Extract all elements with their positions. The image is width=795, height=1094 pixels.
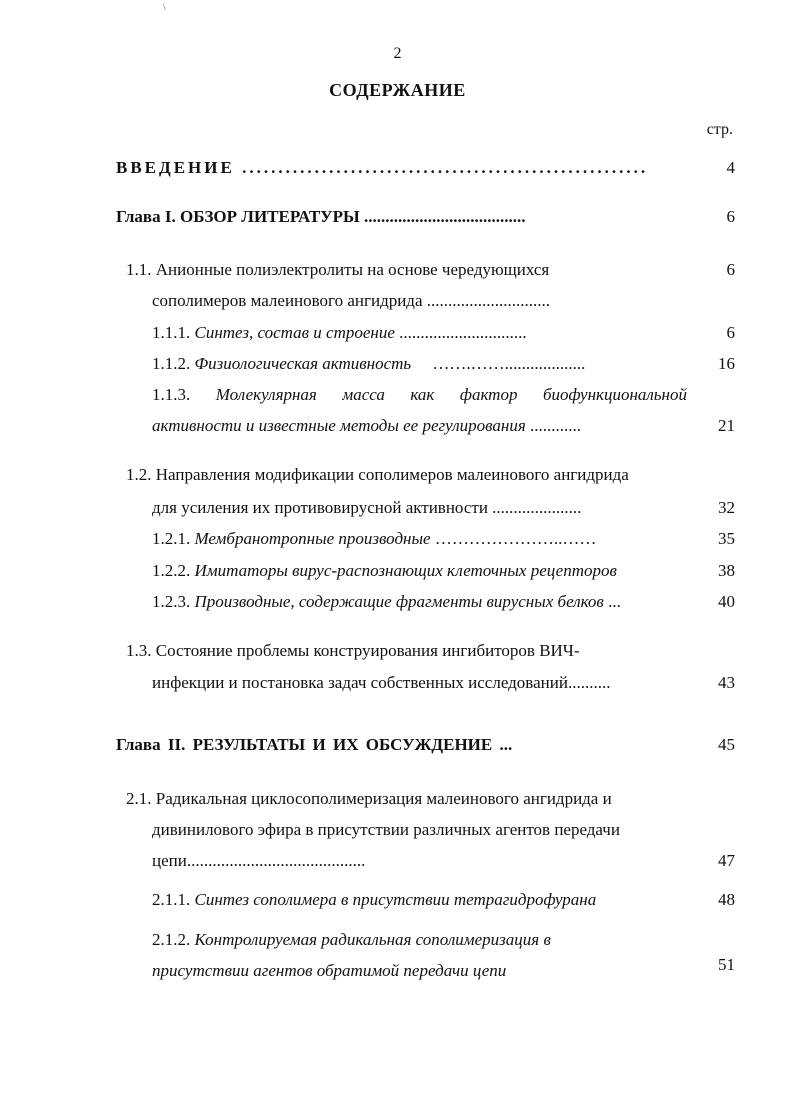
toc-entry-page: 47: [718, 851, 735, 870]
toc-entry-number: 1.2.2.: [152, 561, 191, 580]
toc-entry-title-line2: дивинилового эфира в присутствии различных агентов передачи: [152, 820, 620, 839]
toc-entry-text: Синтез сополимера в присутствии тетрагидрофурана: [194, 890, 597, 909]
toc-entry-page: 32: [718, 498, 735, 517]
toc-entry-title: [152, 888, 596, 912]
toc-entry-1-2-1[interactable]: [0, 527, 795, 551]
toc-entry-title-line2: для усиления их противовирусной активности .....................: [152, 498, 582, 517]
toc-entry-text: Синтез, состав и строение: [194, 323, 395, 342]
toc-entry-title-line1: [152, 928, 551, 952]
toc-entry-1-2-3[interactable]: [0, 590, 795, 614]
toc-entry-page: 38: [718, 561, 735, 580]
toc-entry-page: 21: [718, 416, 735, 435]
toc-entry-page: 6: [726, 207, 735, 226]
toc-entry-page: 43: [718, 673, 735, 692]
page-number: 2: [393, 45, 402, 62]
toc-entry-title: Глава II. РЕЗУЛЬТАТЫ И ИХ ОБСУЖДЕНИЕ ...: [116, 735, 513, 754]
toc-entry-leader: ............: [530, 416, 581, 435]
toc-entry-page: 35: [718, 529, 735, 548]
toc-entry-1-1-1[interactable]: [0, 321, 795, 345]
toc-entry-text: Мембранотропные производные: [194, 529, 431, 548]
toc-entry-title-line2: сополимеров малеинового ангидрида .............................: [152, 291, 551, 310]
toc-entry-text: Контролируемая радикальная сополимеризация в: [194, 930, 551, 949]
toc-entry-title-line1: [152, 383, 687, 407]
toc-entry-title: [152, 559, 617, 583]
toc-entry-text: Физиологическая активность: [194, 354, 412, 373]
toc-entry-word: биофункциональной: [542, 385, 687, 404]
toc-entry-number: 1.1.1.: [152, 323, 191, 342]
toc-entry-title-line3: цепи..........................................: [152, 851, 366, 870]
toc-entry-leader: …………………..……: [434, 529, 597, 548]
toc-entry-page: 6: [726, 323, 735, 342]
toc-entry-title: [152, 590, 621, 614]
toc-entry-text: Производные, содержащие фрагменты вирусных белков: [194, 592, 604, 611]
toc-entry-page: 40: [718, 592, 735, 611]
toc-entry-word: Молекулярная: [215, 385, 317, 404]
toc-entry-title-line1: 1.1. Анионные полиэлектролиты на основе чередующихся: [126, 260, 550, 279]
toc-entry-word: масса: [342, 385, 385, 404]
toc-entry-page: 16: [718, 354, 735, 373]
toc-entry-number: 1.2.3.: [152, 592, 191, 611]
toc-entry-leader: ...: [608, 592, 621, 611]
toc-entry-word: фактор: [459, 385, 518, 404]
toc-entry-number: 1.1.3.: [152, 385, 191, 404]
toc-entry-title-line2: [152, 414, 672, 438]
toc-entry-text: Имитаторы вирус-распознающих клеточных рецепторов: [194, 561, 617, 580]
toc-entry-leader: ..............................: [399, 323, 527, 342]
toc-entry-1-2-2[interactable]: [0, 559, 795, 583]
toc-entry-title-line2: присутствии агентов обратимой передачи цепи: [152, 961, 507, 980]
toc-entry-page: 45: [718, 735, 735, 754]
page-title: СОДЕРЖАНИЕ: [329, 80, 466, 100]
toc-entry-leader: …….……...................: [432, 354, 586, 373]
toc-entry-page: 6: [726, 260, 735, 279]
corner-mark: \: [163, 2, 166, 12]
toc-entry-2-1-1[interactable]: [0, 888, 795, 912]
toc-entry-title: [152, 321, 652, 345]
toc-entry-chapter-2[interactable]: [0, 733, 795, 757]
toc-entry-title: [152, 527, 677, 551]
toc-entry-chapter-1[interactable]: [0, 205, 795, 229]
toc-entry-title-line1: 1.3. Состояние проблемы конструирования ингибиторов ВИЧ-: [126, 641, 580, 660]
toc-entry-title-line1: 2.1. Радикальная циклосополимеризация малеинового ангидрида и: [126, 789, 612, 808]
toc-entry-number: 1.2.1.: [152, 529, 191, 548]
toc-entry-intro[interactable]: [0, 156, 795, 180]
toc-entry-text: активности и известные методы ее регулирования: [152, 416, 526, 435]
toc-entry-number: 1.1.2.: [152, 354, 191, 373]
toc-entry-word: как: [410, 385, 435, 404]
toc-entry-page: 4: [726, 158, 735, 177]
toc-entry-1-1-2[interactable]: [0, 352, 795, 376]
toc-entry-title-line2: инфекции и постановка задач собственных исследований..........: [152, 673, 611, 692]
toc-entry-title-line1: 1.2. Направления модификации сополимеров малеинового ангидрида: [126, 465, 629, 484]
toc-entry-title: Глава I. ОБЗОР ЛИТЕРАТУРЫ ......................................: [116, 207, 526, 226]
toc-entry-page: 51: [718, 955, 735, 974]
pages-column-label: стр.: [706, 121, 733, 138]
toc-entry-number: 2.1.2.: [152, 930, 191, 949]
toc-entry-title: ВВЕДЕНИЕ ........................................................: [116, 158, 649, 177]
toc-entry-page: 48: [718, 890, 735, 909]
toc-entry-title: [152, 352, 657, 376]
toc-entry-number: 2.1.1.: [152, 890, 191, 909]
